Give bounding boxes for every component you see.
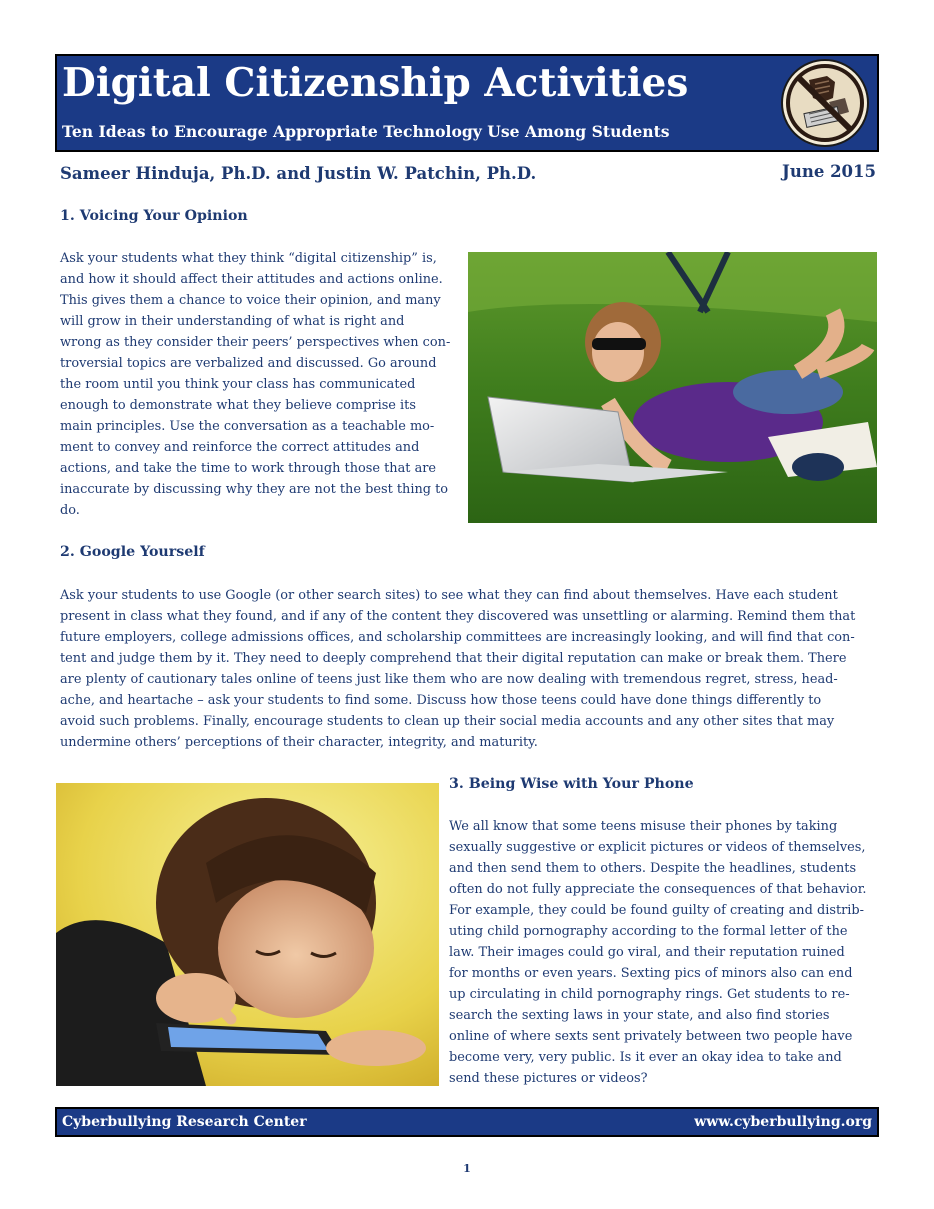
text-line: We all know that some teens misuse their phones by taking — [449, 819, 838, 834]
text-line: enough to demonstrate what they believe comprise its — [60, 398, 416, 413]
publication-date: June 2015 — [782, 162, 876, 181]
photo-child-with-phone — [56, 783, 439, 1086]
text-line: ache, and heartache – ask your students to find some. Discuss how those teens could have done things differently to — [60, 693, 822, 708]
text-line: uting child pornography according to the formal letter of the — [449, 924, 848, 939]
document-subtitle: Ten Ideas to Encourage Appropriate Technology Use Among Students — [62, 122, 670, 141]
text-line: future employers, college admissions offices, and scholarship committees are increasingly looking, and will find that con- — [60, 630, 855, 645]
footer-banner — [55, 1107, 879, 1137]
text-line: troversial topics are verbalized and discussed. Go around — [60, 356, 437, 371]
text-line: the room until you think your class has communicated — [60, 377, 416, 392]
header-banner — [55, 54, 879, 152]
text-line: actions, and take the time to work through those that are — [60, 461, 437, 476]
authors: Sameer Hinduja, Ph.D. and Justin W. Patchin, Ph.D. — [60, 164, 537, 183]
text-line: Ask your students what they think “digital citizenship” is, — [60, 251, 437, 266]
text-line: often do not fully appreciate the consequences of that behavior. — [449, 882, 867, 897]
text-line: avoid such problems. Finally, encourage students to clean up their social media accounts and any other sites that may — [60, 714, 835, 729]
text-line: ment to convey and reinforce the correct attitudes and — [60, 440, 420, 455]
text-line: Ask your students to use Google (or other search sites) to see what they can find about themselves. Have each student — [60, 588, 838, 603]
section-body — [60, 585, 880, 753]
section-heading: 3. Being Wise with Your Phone — [449, 776, 694, 792]
text-line: This gives them a chance to voice their opinion, and many — [60, 293, 441, 308]
text-line: up circulating in child pornography rings. Get students to re- — [449, 987, 850, 1002]
photo-girl-with-laptop-image — [468, 252, 877, 523]
text-line: send these pictures or videos? — [449, 1071, 648, 1086]
text-line: will grow in their understanding of what is right and — [60, 314, 405, 329]
photo-child-with-phone-image — [56, 783, 439, 1086]
text-line: wrong as they consider their peers’ perspectives when con- — [60, 335, 451, 350]
document-title: Digital Citizenship Activities — [62, 60, 689, 106]
section-heading: 2. Google Yourself — [60, 544, 205, 560]
text-line: present in class what they found, and if any of the content they discovered was unsettling or alarming. Remind them that — [60, 609, 856, 624]
page-number: 1 — [463, 1162, 471, 1175]
text-line: sexually suggestive or explicit pictures or videos of themselves, — [449, 840, 866, 855]
text-line: online of where sexts sent privately between two people have — [449, 1029, 853, 1044]
text-line: law. Their images could go viral, and their reputation ruined — [449, 945, 845, 960]
text-line: and how it should affect their attitudes and actions online. — [60, 272, 443, 287]
text-line: For example, they could be found guilty of creating and distrib- — [449, 903, 865, 918]
text-line: and then send them to others. Despite the headlines, students — [449, 861, 857, 876]
section-body — [60, 248, 460, 521]
text-line: inaccurate by discussing why they are not the best thing to — [60, 482, 449, 497]
text-line: do. — [60, 503, 80, 518]
section-heading: 1. Voicing Your Opinion — [60, 208, 248, 224]
no-cyberbullying-logo-icon — [779, 58, 871, 148]
text-line: search the sexting laws in your state, and also find stories — [449, 1008, 830, 1023]
text-line: undermine others’ perceptions of their character, integrity, and maturity. — [60, 735, 538, 750]
footer-website: www.cyberbullying.org — [694, 1114, 872, 1130]
text-line: are plenty of cautionary tales online of teens just like them who are now dealing with tremendous regret, stress, head- — [60, 672, 838, 687]
footer-organization: Cyberbullying Research Center — [62, 1114, 307, 1130]
text-line: become very, very public. Is it ever an okay idea to take and — [449, 1050, 842, 1065]
section-body — [449, 816, 881, 1089]
text-line: main principles. Use the conversation as a teachable mo- — [60, 419, 435, 434]
photo-girl-with-laptop — [468, 252, 877, 523]
text-line: for months or even years. Sexting pics of minors also can end — [449, 966, 853, 981]
text-line: tent and judge them by it. They need to deeply comprehend that their digital reputation can make or break them. There — [60, 651, 847, 666]
